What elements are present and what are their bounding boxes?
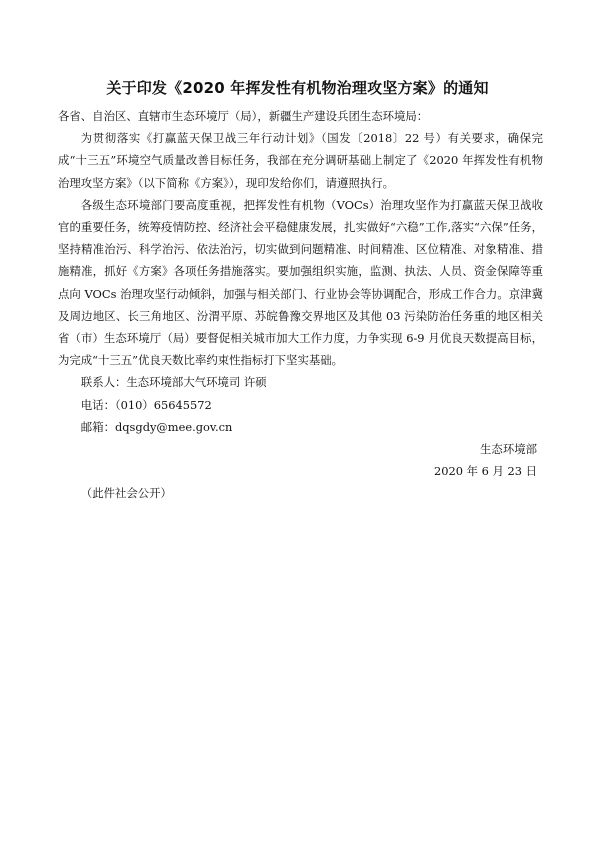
contact-person: 联系人：生态环境部大气环境司 许硕 (80, 375, 267, 390)
salutation: 各省、自治区、直辖市生态环境厅（局），新疆生产建设兵团生态环境局： (58, 109, 429, 123)
signature-date: 2020 年 6 月 23 日 (433, 464, 537, 479)
contact-email: 邮箱：dqsgdy@mee.gov.cn (80, 419, 233, 434)
document-title: 关于印发《2020 年挥发性有机物治理攻坚方案》的通知 (106, 79, 489, 97)
disclosure-note: （此件社会公开） (80, 486, 172, 501)
paragraph-intro: 为贯彻落实《打赢蓝天保卫战三年行动计划》（国发〔2018〕22 号）有关要求，确保完成“十三五”环境空气质量改善目标任务，我部在充分调研基础上制定了《2020 年挥发性有机物治理攻坚方案》（以下简称《方案》），现印发给你们，请遵照执行。 (58, 131, 543, 190)
paragraph-requirements: 各级生态环境部门要高度重视，把挥发性有机物（VOCs）治理攻坚作为打赢蓝天保卫战收官的重要任务，统筹疫情防控、经济社会平稳健康发展，扎实做好“六稳”工作,落实“六保”任务，坚持精准治污、科学治污、依法治污，切实做到问题精准、时间精准、区位精准、对象精准、措施精准，抓好《方案》各项任务措施落实。要加强组织实施，监测、执法、人员、资金保障等重点向 VOCs 治理攻坚行动倾斜，加强与相关部门、行业协会等协调配合，形成工作合力。京津冀及周边地区、长三角地区、汾渭平原、苏皖鲁豫交界地区及其他 03 污染防治任务重的地区相关省（市）生态环境厅（局）要督促相关城市加大工作力度，力争实现 6-9 月优良天数提高目标，为完成“十三五”优良天数比率约束性指标打下坚实基础。 (58, 197, 543, 368)
document-body (58, 105, 543, 505)
contact-phone: 电话：（010）65645572 (80, 397, 212, 412)
signature-org: 生态环境部 (480, 442, 537, 457)
